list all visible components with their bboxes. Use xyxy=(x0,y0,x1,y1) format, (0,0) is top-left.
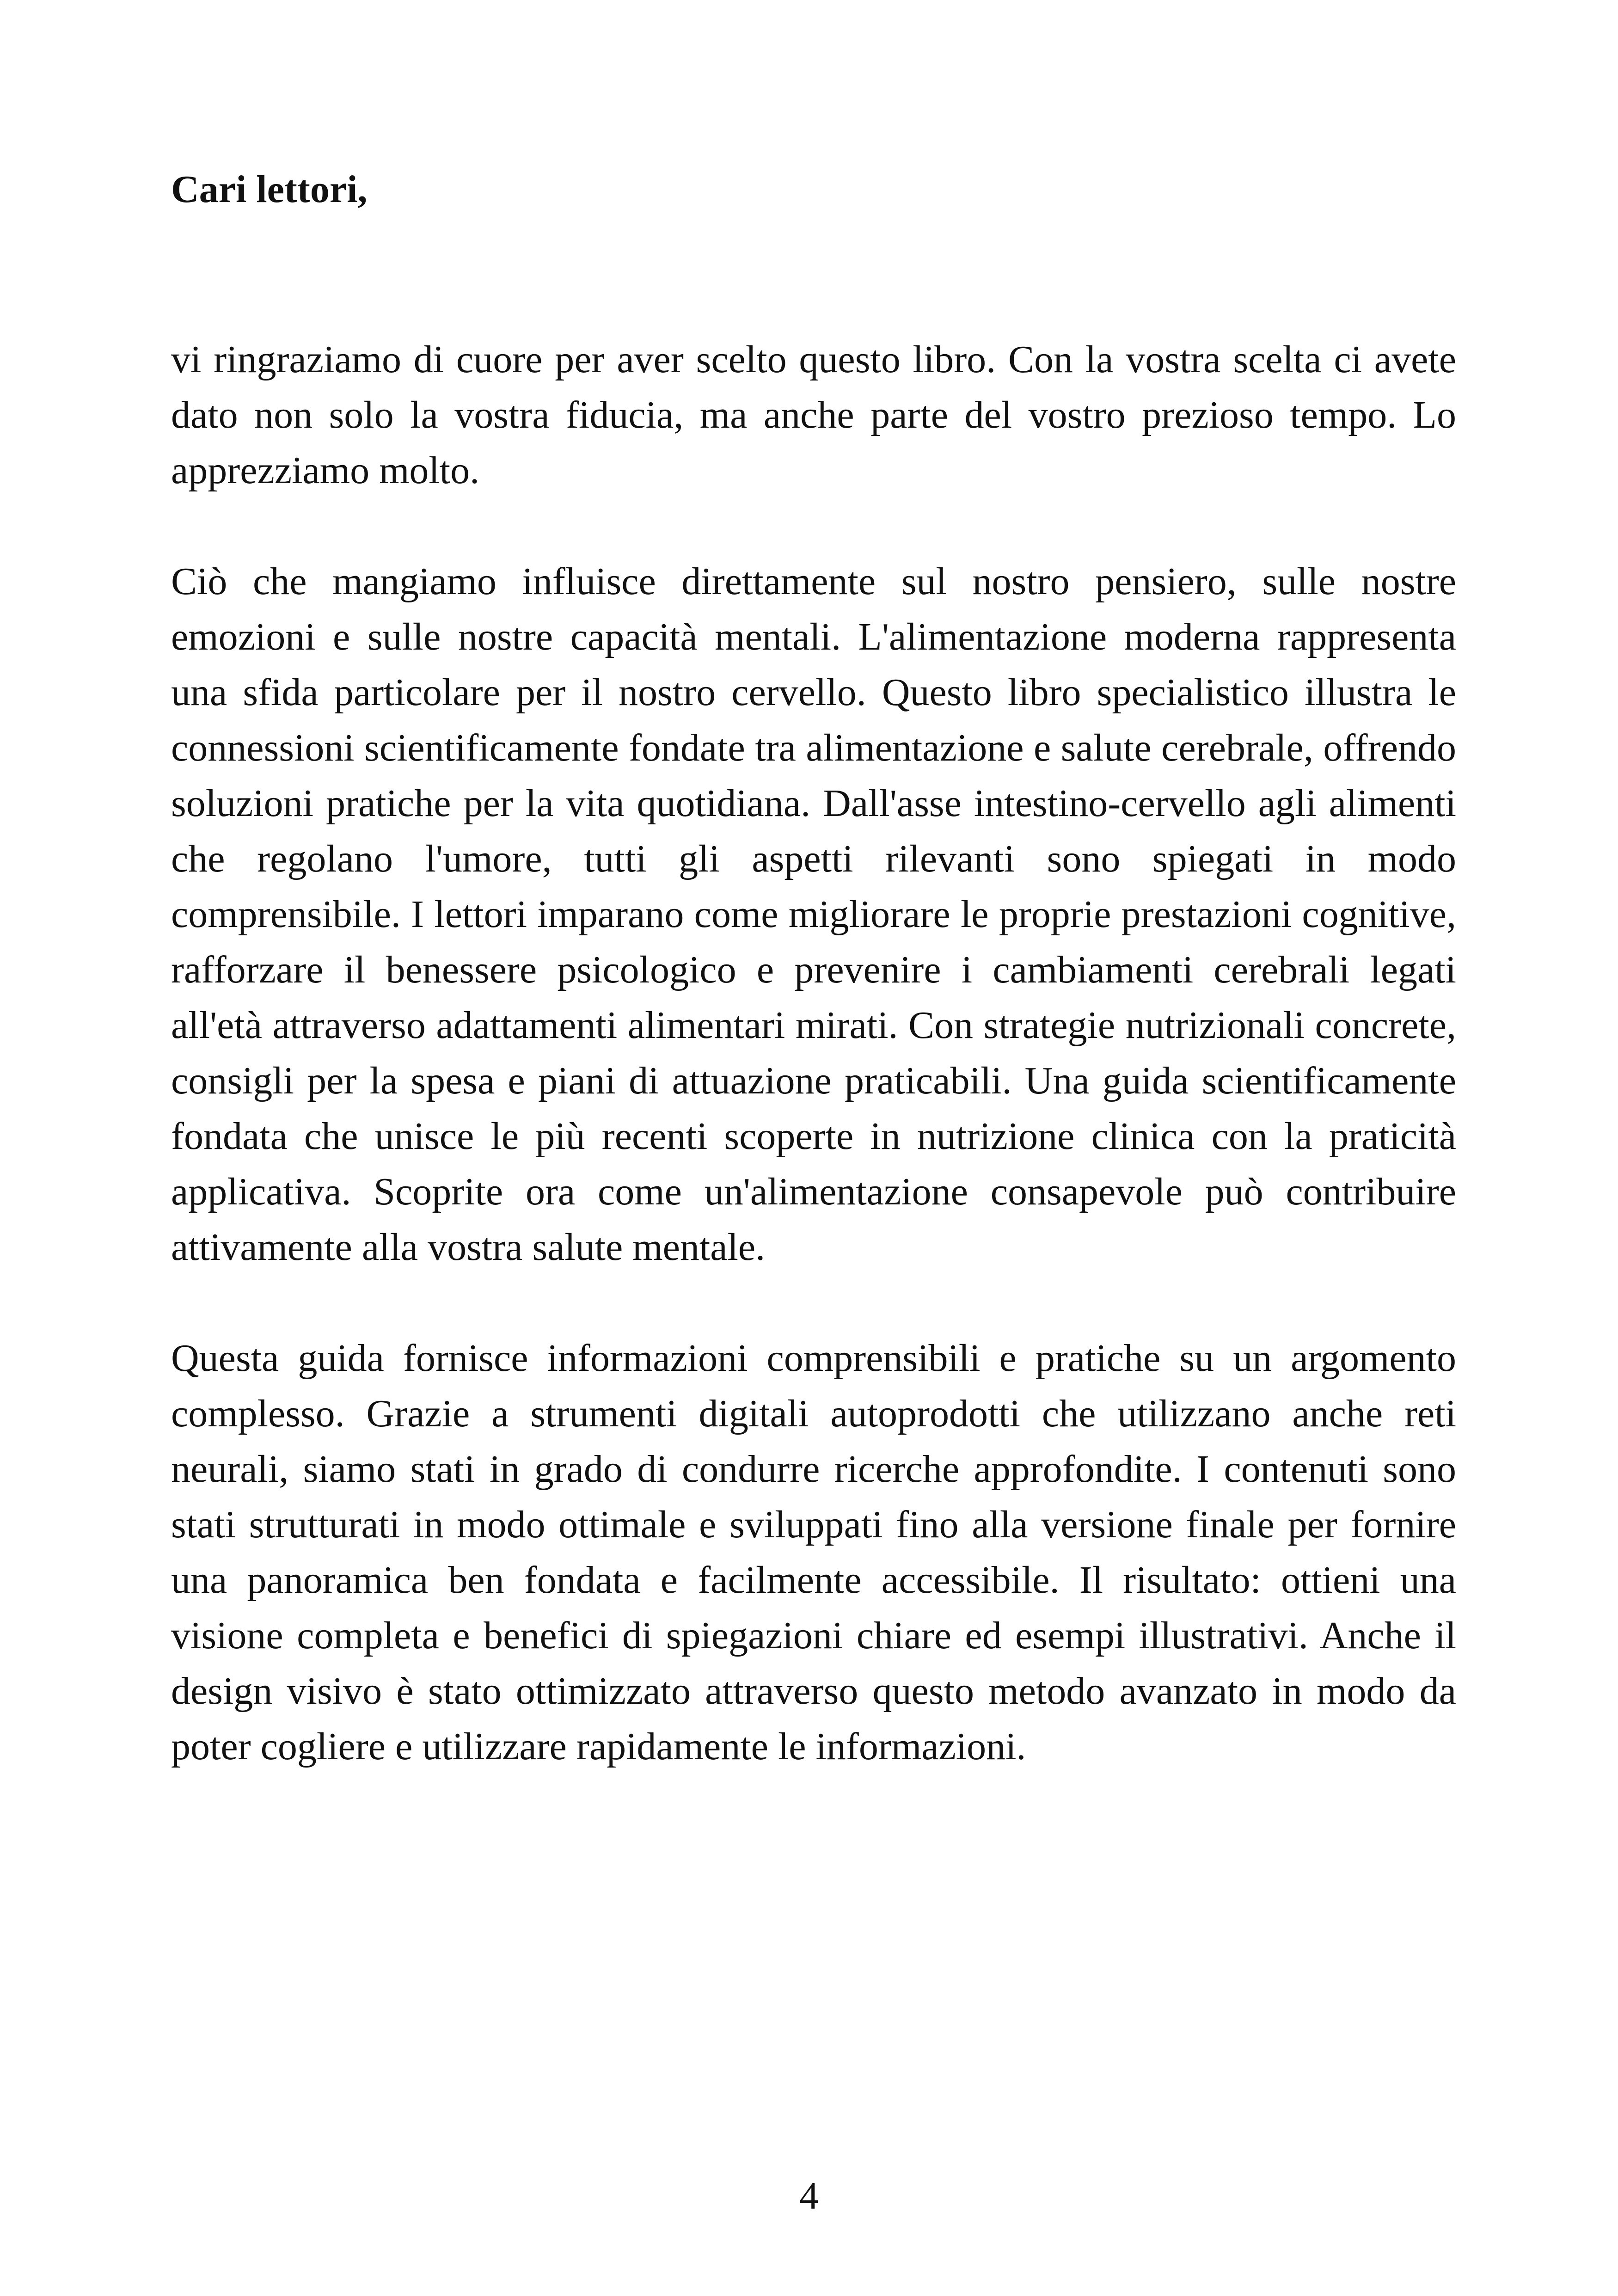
letter-greeting: Cari lettori, xyxy=(171,168,368,211)
letter-body xyxy=(171,332,1456,1830)
page-number: 4 xyxy=(799,2174,819,2217)
paragraph-method: Questa guida fornisce informazioni comprensibili e pratiche su un argomento complesso. Grazie a strumenti digitali autoprodotti che utilizzano anche reti neurali, siamo stati in grado di condurre ricerche approfondite. I contenuti sono stati strutturati in modo ottimale e sviluppati fino alla versione finale per fornire una panoramica ben fondata e facilmente accessibile. Il risultato: ottieni una visione completa e benefici di spiegazioni chiare ed esempi illustrativi. Anche il design visivo è stato ottimizzato attraverso questo metodo avanzato in modo da poter cogliere e utilizzare rapidamente le informazioni. xyxy=(171,1337,1456,1768)
paragraph-book-description: Ciò che mangiamo influisce direttamente sul nostro pensiero, sulle nostre emozioni e sulle nostre capacità mentali. L'alimentazione moderna rappresenta una sfida particolare per il nostro cervello. Questo libro specialistico illustra le connessioni scientificamente fondate tra alimentazione e salute cerebrale, offrendo soluzioni pratiche per la vita quotidiana. Dall'asse intestino-cervello agli alimenti che regolano l'umore, tutti gli aspetti rilevanti sono spiegati in modo comprensibile. I lettori imparano come migliorare le proprie prestazioni cognitive, rafforzare il benessere psicologico e prevenire i cambiamenti cerebrali legati all'età attraverso adattamenti alimentari mirati. Con strategie nutrizionali concrete, consigli per la spesa e piani di attuazione praticabili. Una guida scientificamente fondata che unisce le più recenti scoperte in nutrizione clinica con la praticità applicativa. Scoprite ora come un'alimentazione consapevole può contribuire attivamente alla vostra salute mentale. xyxy=(171,560,1456,1269)
paragraph-thanks: vi ringraziamo di cuore per aver scelto questo libro. Con la vostra scelta ci avete dato non solo la vostra fiducia, ma anche parte del vostro prezioso tempo. Lo apprezziamo molto. xyxy=(171,338,1456,492)
